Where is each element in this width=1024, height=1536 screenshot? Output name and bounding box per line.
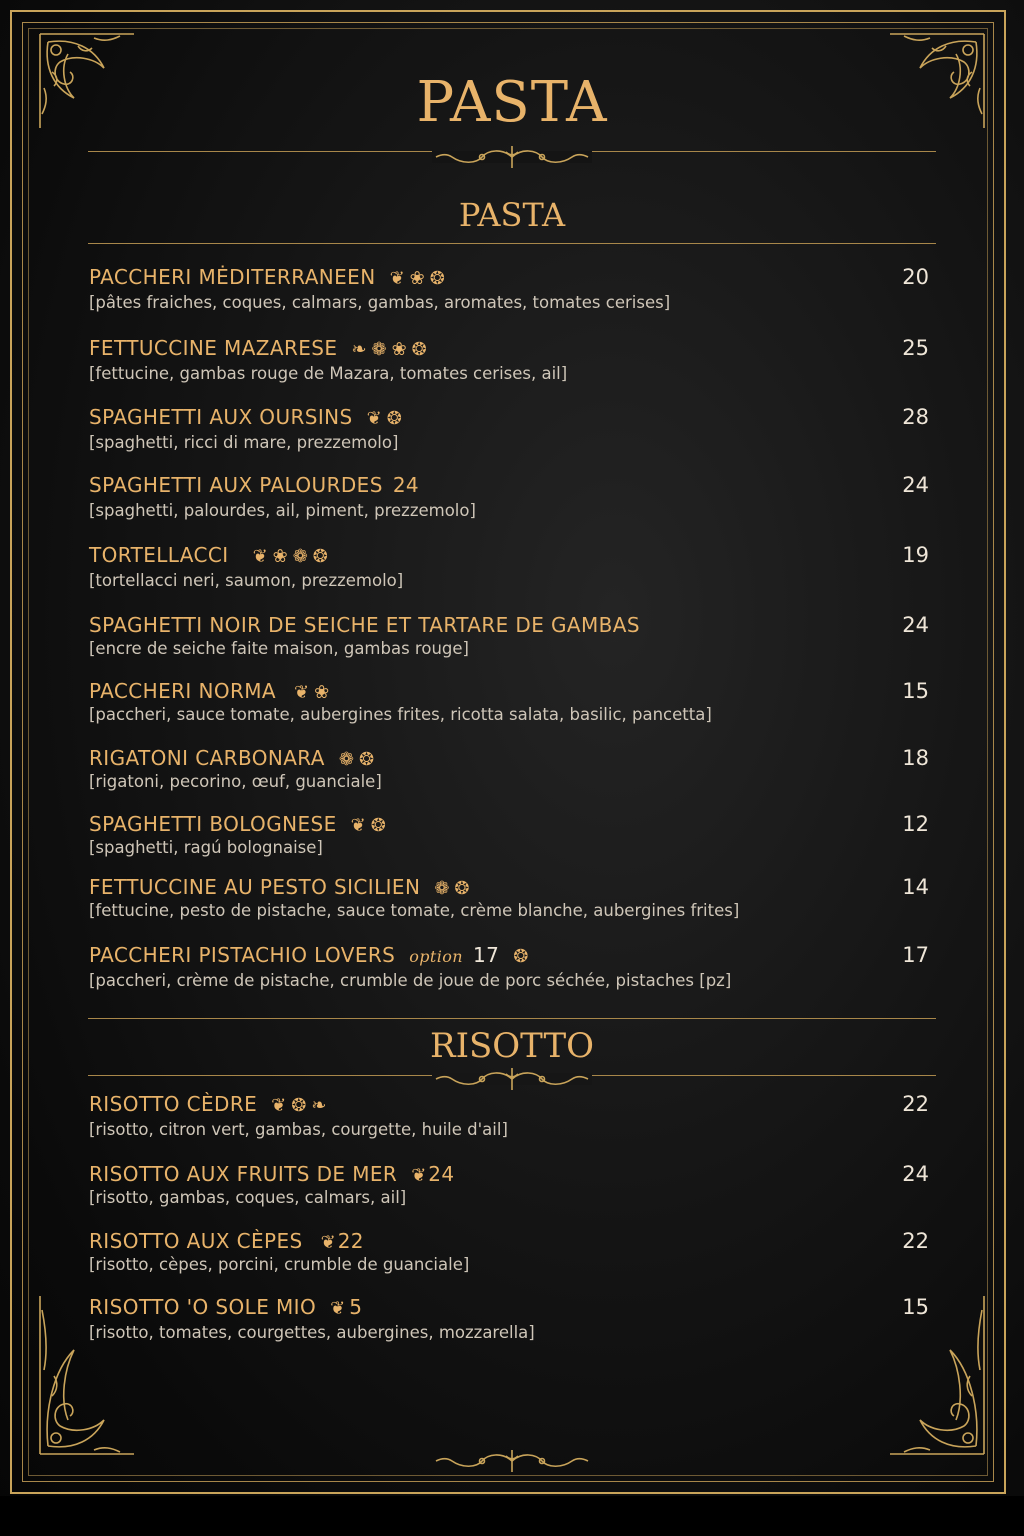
item-description: [tortellacci neri, saumon, prezzemolo]	[89, 571, 404, 590]
item-name: SPAGHETTI AUX OURSINS	[89, 405, 353, 429]
flourish-ornament-icon	[432, 1446, 592, 1476]
item-price: 15	[902, 679, 929, 703]
item-price: 22	[902, 1229, 929, 1253]
flourish-ornament-icon	[432, 1064, 592, 1094]
bottom-band	[0, 1496, 1024, 1536]
inline-price-note: 24	[428, 1162, 455, 1186]
divider	[88, 1018, 936, 1019]
allergen-icons: ❦❂	[350, 815, 391, 836]
allergen-icons: ❦❀❁❂	[252, 546, 333, 567]
item-description: [rigatoni, pecorino, œuf, guanciale]	[89, 772, 382, 791]
item-name: SPAGHETTI BOLOGNESE	[89, 812, 337, 836]
item-description: [risotto, cèpes, porcini, crumble de guanciale]	[89, 1255, 470, 1274]
allergen-icons: ❦	[330, 1298, 346, 1319]
item-name: SPAGHETTI AUX PALOURDES	[89, 473, 383, 497]
page-title: PASTA	[416, 70, 608, 135]
item-name: RIGATONI CARBONARA	[89, 746, 325, 770]
item-price: 17	[902, 943, 929, 967]
allergen-icons: ❦❂	[366, 408, 407, 429]
item-name: PACCHERI NORMA	[89, 679, 277, 703]
item-price: 20	[902, 265, 929, 289]
section-heading-pasta: PASTA	[458, 196, 566, 234]
item-price: 19	[902, 543, 929, 567]
allergen-icons: ❦	[320, 1232, 336, 1253]
allergen-icons: ❂	[513, 946, 534, 967]
item-price: 24	[902, 473, 929, 497]
item-description: [spaghetti, ragú bolognaise]	[89, 838, 323, 857]
item-description: [risotto, citron vert, gambas, courgette, huile d'ail]	[89, 1120, 508, 1139]
inline-price-note: 5	[349, 1295, 363, 1319]
flourish-ornament-icon	[432, 142, 592, 172]
item-name: FETTUCCINE MAZARESE	[89, 336, 338, 360]
allergen-icons: ❁❂	[338, 749, 380, 770]
divider	[88, 243, 936, 244]
item-price: 12	[902, 812, 929, 836]
item-price: 22	[902, 1092, 929, 1116]
item-price: 18	[902, 746, 929, 770]
item-description: [encre de seiche faite maison, gambas rouge]	[89, 639, 469, 658]
item-price: 14	[902, 875, 929, 899]
allergen-icons: ❧❁❀❂	[351, 339, 432, 360]
inline-price-note: 24	[392, 473, 420, 497]
item-name: RISOTTO AUX FRUITS DE MER	[89, 1162, 398, 1186]
item-name: RISOTTO 'O SOLE MIO	[89, 1295, 317, 1319]
allergen-icons: ❦❀❂	[389, 268, 450, 289]
item-description: [paccheri, crème de pistache, crumble de joue de porc séchée, pistaches [pz]	[89, 971, 732, 990]
item-name: PACCHERI PISTACHIO LOVERS	[89, 943, 396, 967]
item-description: [pâtes fraiches, coques, calmars, gambas, aromates, tomates cerises]	[89, 293, 671, 312]
corner-ornament-icon	[880, 1290, 990, 1460]
item-price: 28	[902, 405, 929, 429]
item-price: 24	[902, 1162, 929, 1186]
allergen-icons: ❦❀	[294, 682, 335, 703]
allergen-icons: ❦	[411, 1165, 427, 1186]
item-description: [fettucine, gambas rouge de Mazara, tomates cerises, ail]	[89, 364, 568, 383]
item-name: FETTUCCINE AU PESTO SICILIEN	[89, 875, 421, 899]
option-note: option	[409, 947, 464, 966]
inline-price-note: 17	[473, 943, 500, 967]
section-heading-risotto: RISOTTO	[429, 1026, 595, 1066]
item-name: RISOTTO AUX CÈPES	[89, 1229, 303, 1253]
item-name: PACCHERI MĖDITERRANEEN	[89, 265, 376, 289]
item-price: 25	[902, 336, 929, 360]
item-description: [risotto, gambas, coques, calmars, ail]	[89, 1188, 407, 1207]
item-description: [fettucine, pesto de pistache, sauce tomate, crème blanche, aubergines frites]	[89, 901, 740, 920]
item-description: [risotto, tomates, courgettes, aubergines, mozzarella]	[89, 1323, 535, 1342]
item-name: TORTELLACCI	[89, 543, 229, 567]
item-description: [paccheri, sauce tomate, aubergines frites, ricotta salata, basilic, pancetta]	[89, 705, 712, 724]
allergen-icons: ❁❂	[434, 878, 475, 899]
item-price: 24	[902, 613, 929, 637]
inline-price-note: 22	[337, 1229, 364, 1253]
item-description: [spaghetti, ricci di mare, prezzemolo]	[89, 433, 399, 452]
item-price: 15	[902, 1295, 929, 1319]
item-name: SPAGHETTI NOIR DE SEICHE ET TARTARE DE GAMBAS	[89, 613, 640, 637]
allergen-icons: ❦❂❧	[271, 1095, 332, 1116]
item-name: RISOTTO CÈDRE	[89, 1092, 258, 1116]
item-description: [spaghetti, palourdes, ail, piment, prezzemolo]	[89, 501, 476, 520]
